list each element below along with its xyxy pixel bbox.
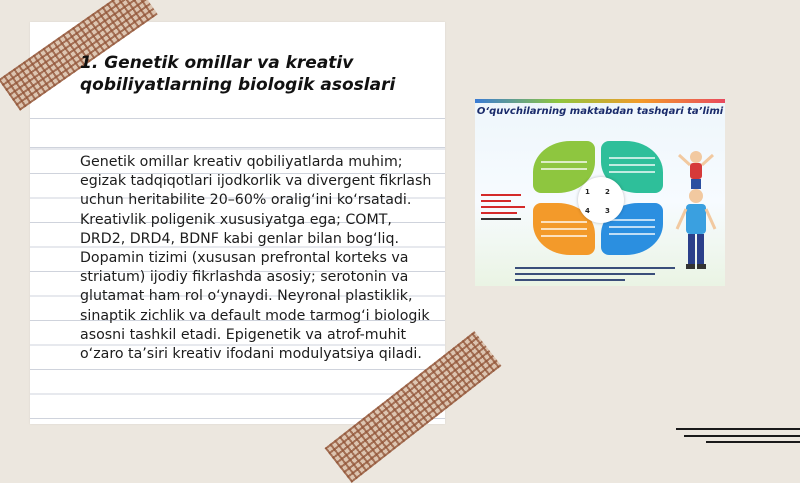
child-figure-illustration bbox=[671, 149, 721, 279]
slide-body-text: Genetik omillar kreativ qobiliyatlarda muhim; egizak tadqiqotlari ijodkorlik va divergent fikrlash uchun heritabilite 20–60% oralig‘ini ko‘rsatadi. Kreativlik poligenik xususiyatga ega; COMT, DRD2, DRD4, BDNF kabi genlar bilan bog‘liq. Dopamin tizimi (xususan prefrontal korteks va striatum) ijodiy fikrlashda asosiy; serotonin va glutamat ham rol o‘ynaydi. Neyronal plastiklik, sinaptik zichlik va default mode tarmog‘i biologik asosni tashkil etadi. Epigenetik va atrof-muhit o‘zaro ta’siri kreativ ifodani modulyatsiya qiladi. bbox=[80, 154, 432, 363]
infographic-center-circle bbox=[578, 177, 624, 223]
slide-title: 1. Genetik omillar va kreativ qobiliyatlarning biologik asoslari bbox=[80, 53, 396, 95]
infographic-number-1: 1 bbox=[585, 188, 590, 196]
decorative-line bbox=[676, 428, 800, 430]
infographic-number-3: 3 bbox=[605, 207, 610, 215]
infographic-top-strip bbox=[475, 99, 725, 103]
infographic-number-4: 4 bbox=[585, 207, 590, 215]
paper-rule-line bbox=[30, 118, 445, 119]
decorative-line bbox=[684, 435, 800, 437]
infographic-image bbox=[475, 99, 725, 286]
paper-rule-line bbox=[30, 147, 445, 148]
infographic-quote-block bbox=[481, 194, 529, 224]
infographic-number-2: 2 bbox=[605, 188, 610, 196]
infographic-caption bbox=[515, 267, 675, 285]
decorative-line bbox=[706, 441, 800, 443]
infographic-title: O‘quvchilarning maktabdan tashqari ta’limi bbox=[476, 106, 724, 117]
